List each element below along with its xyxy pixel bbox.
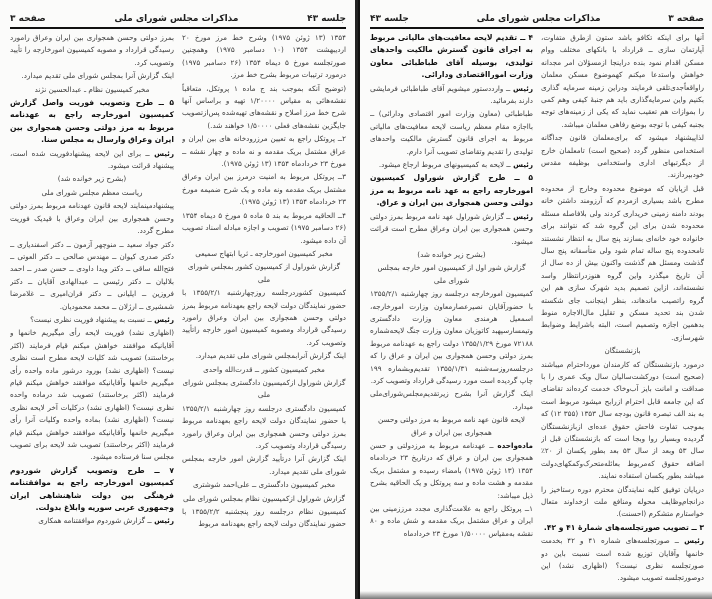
speaker-name: رئیس (151, 314, 174, 324)
centered-line: مخبر کمیسیون امورخارجه ـ ثریا ابتهاج سمیعی (195, 248, 333, 258)
paragraph: قبل ازپایان که موضوع محدوده وخارج از محدوده مطرح باشد بسیاری ازمردم که آرزومند داشتن خانه بودند دامنه زمینی خریداری کردند ولی بلافاصله مسئله محدوده شدن برای این گروه شد که نتوانند برای خانواده خود خانه‌ای بسازند پنج سال به انتظار نشستند تامحدوده پنج ساله تمام شود ولی متأسفانه پنج سال گذشت ومسئل هم گذشت واکنون بیش از ده سال از آن تاریخ میگذرد واین گروه هنوزدرانتظار واسد نشسته‌اند، ازاین تصمیم بدید شهرک سازی هم این گروه راتصیب ماندهاند، بنظر اینجانب جای شکسته شدن بند تحدید مسکن و تقلیل مال‌الاجاره منوط بدهمین اجازه وتصمیم است، البته باشرایط وضوابط شهرسازی. (541, 183, 704, 342)
right-page-header (370, 8, 704, 24)
centered-line: (بشرح زیر خوانده شد) (417, 249, 486, 259)
speaker-name: رئیس (149, 148, 174, 158)
header-rule (370, 27, 704, 29)
page-label: صفحه ۳ (668, 14, 704, 24)
speaker-name: ماده‌واحده (493, 441, 533, 450)
section-heading: ۵ ــ طرح گزارش شوراول کمیسیون امورخارجه راجع به عهد نامه مربوط به مرز دولتی وحسن همجواری بین ایران و عراق. (370, 173, 533, 208)
centered-line: ریاست معظم مجلس شورای ملی (41, 187, 143, 197)
section-heading: ۳ ــ تصویب صورتجلسه‌های شمارهٔ ۴۱ و ۴۲. (543, 522, 704, 532)
paragraph (10, 314, 174, 326)
section-heading: ۷ ــ طرح وتصویب گزارش شوردوم کمیسیون امورخارجه راجع به موافقتنامه فرهنگی بین دولت شاهنشاهی ایران وجمهوری عربی سوریه وابلاغ بدولت. (10, 465, 174, 513)
speech-text: ــ عهدنامه مربوط به مرزدولتی و حسن همجواری بین ایران و عراق که درتاریخ ۲۳ خردادماه ۱۳۵۴ (۱۳ ژوئن ۱۹۷۵) بامضاء رسیده و مشتمل بریک مقدمه و هشت ماده و سه پروتکل و یک الحاقیه بشرح ذیل میباشد: (370, 441, 533, 500)
centered-line: گزارش شوراول ازکمیسیون دادگستری بمجلس شورای ملی (182, 377, 346, 400)
centered-line: مخبر کمیسیون دادگستری ــ علی‌احمد شوشتری (192, 480, 336, 490)
paragraph: اینک گزارش آنرا درتأیید گزارش امور خارجه بمجلس شورای ملی تقدیم میدارد. (182, 454, 346, 476)
speaker-name: رئیس (510, 160, 533, 170)
paragraph (10, 515, 174, 527)
speech-text: ــ گزارش شوراول عهد نامه مربوط بمرز دولتی وحسن همجواری بین ایران وعراق مطرح است قرائت میشود. (370, 211, 533, 246)
paragraph: طباطبائی (معاون وزارت امور اقتصادی ودارائی) ــ بااجازه مقام معظم ریاست لایحه معافیت‌های مالیاتی مربوط به اجرای قانون گسترش مالکیت واحدهای تولیدی را تقدیم وتقاضای تصویب آنرا دارم. (370, 109, 533, 156)
centered-line: مخبر کمیسیون نظام ـ عبدالحسین نژند (34, 84, 150, 94)
speech-text: ــ نسبت به پیشنهاد فوریت نظری نیست؟ (30, 314, 152, 324)
paragraph: کمیسیون امورخارجه درجلسه روز چهارشنبه ۱۳۵۵/۲/۱ با حضورآقایان نصیرعصارمعاون وزارت امورخارجه، اسمعیل هرمندی معاون وزارت دادگستری وتیمسارسپهبد کاتوزیان معاون وزارت جنگ لایحه‌شماره ۷۲۱۸۸ مورخ ۱۳۵۵/۱/۲۹ دولت راجع به عهدنامه مربوط بمرز دولتی وحسن همجواری بین ایران و عراق را که درجلسه‌روزسه‌شنبه ۱۳۵۵/۱/۳۱ تقدیم‌وبشماره ۱۹۹ چاپ گردیده است مورد رسیدگی قرارداد وتصویب کرد. (370, 289, 533, 385)
paragraph: اینک گزارش آنرابمجلس شورای ملی تقدیم میدارد. (195, 351, 346, 361)
speech-text: ــ وارددستور میشویم آقای طباطبائی فرمایشی دارند بفرمائید. (370, 83, 533, 106)
centered-line: (بشرح زیر خوانده شد) (57, 174, 127, 184)
centered-line: گزارش شور اول از کمیسیون امور خارجه بمجلس شورای ملی (377, 263, 526, 285)
paragraph: پیشنهادمینمایند لایحه قانون عهدنامه مربوط بمرز دولتی وحسن همجواری بین ایران وعراق با قیدیک فوریت مطرح گردد. (10, 201, 174, 236)
paragraph: اینک گزارش آنرا بشرح زیرتقدیم‌مجلس‌شورای‌ملی میدارد. (370, 389, 533, 411)
speech-text: ــ لایحه به کمیسیونهای مربوط ارجاع میشود. (378, 160, 511, 170)
speech-text: ــ صورتجلسه‌های شماره ۴۱ و ۴۲ بخدمت خانمها وآقایان توزیع شده است نسبت باین دو صورتجلسه نظری نیست؟ (اظهاری نشد) این دوصورتجلسه تصویب میشود. (541, 536, 704, 583)
speaker-name: رئیس (510, 83, 533, 93)
section-heading: ۴ ــ تقدیم لایحه معافیت‌های مالیاتی مربوط به اجرای قانون گسترش مالکیت واحدهای تولیدی، بوسیله آقای طباطبائی معاون وزارت امورااقتصادی ودارائی. (370, 33, 533, 80)
paragraph: (اظهاری نشد) فوریت لایحه رأی میگیریم خانمها و آقایانیکه موافقند خواهش میکنم قیام فرمایند (اکثر برخاستند) تصویب شد کلیات لایحه مطرح است نظری نیست؟ (اظهاری نشد) بورود درشور ماده واحده رأی میگیریم خانمها وآقایانیکه موافقند خواهش میکنم قیام فرمایند (اکثر برخاستند) تصویب شد درماده واحده نظری نیست؟ (اظهاری نشد) درکلیات آخر لایحه نظری نیست؟ (اظهاری نشد) بماده واحده وکلیات آنرا رأی میگیریم خانمها وآقایانیکه موافقند خواهش میکنم قیام فرمایند (اکثر برخاستند) تصویب شد لایحه برای تصویب مجلس سنا فرستاده میشود. (10, 328, 174, 462)
paragraph: ۱۳۵۴ (۱۳ ژوئن ۱۹۷۵) وشرح خط مرز مورخ ۲۰ اردیبهشت ۱۳۵۴ (۱۰ دسامبر ۱۹۷۵) وهمچنین صورتجلسه مورخ ۵ دیماه ۱۳۵۴ (۲۶ دسامبر ۱۹۷۵) درمورد ترتیبات مربوط بشرح خط مرز. (182, 33, 346, 80)
paragraph (370, 211, 533, 248)
paragraph: ۴ــ الحاقیه مربوط به بند ۵ ماده ۵ مورخ ۵ دیماه ۱۳۵۴ (۲۶ دسامبر ۱۹۷۵) تصویب و اجازه مبادله اسناد تصویب آن داده میشود. (182, 210, 346, 245)
page-label: صفحه ۳ (10, 14, 46, 24)
paragraph: ۱ــ پروتکل راجع به علامت‌گذاری مجدد مرززمینی بین ایران و عراق مشتمل بریک مقدمه و شش ماده و ۸۰ نقشه به‌مقیاس ۱/۵۰۰۰۰ مورخ ۲۳ خردادماه (370, 504, 533, 538)
scan-shadow (360, 591, 712, 599)
speech-text: ــ گزارش شوردوم موافقتنامه همکاری (38, 516, 152, 526)
right-page-left-column (370, 32, 533, 595)
paragraph: درمورد بازنشستگان که کارمندان موردا‌حترام میباشند (صحیح است) دورکشت‌سالیان سال ویک عمری را با صداقت و امانت بایز آب‌وخاک خدمت کرده‌اند تقاضای که این جامعه قابل احترام ازرابح میشود مربوط است به بند الف تبصره قانون بودجه سال ۱۳۵۳ (۳۵۵ ۱۲) که بموجب تفاوت فاحش حقوق عده‌ای ازبازنشستگان گردیده وبسیار روا وبجا است که بازنشستگان قبل از سال ۵۳ وبعد از سال ۵۳ بعد بطور یکسان از ۲۰٪ اضافه حقوق که‌مربوط بعائله‌متحرک‌وکمکهای‌دولت میباشد بطور یکسان استفاده نمایند. (541, 359, 704, 481)
paragraph: ۳ــ پروتکل مربوط به امنیت درمرز بین ایران وعراق مشتمل بریک مقدمه ونه ماده و یک شرح ضمیمه مورخ ۲۳ خردادماه ۱۳۵۴ (۱۳ ژوئن ۱۹۷۵). (182, 172, 346, 207)
paragraph: آنها برای اینکه تکافو باشد ستون ازطرق متفاوت، آپارتمان سازی ــ قرارداد با بانکهای مختلف ووام مسکن اقدام نمود بنده دراینجا ازمسؤلان امر مجدانه خواهش واستدعا میکنم کهموضوع مسکن معلمان راواقعاًجدی‌تلقی فرمایند ودراین زمینه سرمایه گذاری بکنیم واین سرمایه‌گذاری باید هم جنبهٔ کیفی وهم کمی را بموازات هم تعقیب نماید که یکی از زمینه‌های توجه بجنبه کیفی با توجه بوضع رفاهی معلمان میباشد. (541, 33, 704, 129)
paragraph: ۲ــ پروتکل راجع به تعیین مرزرودخانه های بین ایران و عراق مشتمل بریک مقدمه و نه ماده و چهار نقشه ــ مورخ ۲۳ خردادماه ۱۳۵۴ (۱۳ ژوئن ۱۹۷۵). (182, 134, 346, 169)
right-page (358, 0, 712, 599)
centered-line: گزارش شوراول ازکمیسیون نظام بمجلس شورای ملی (183, 493, 345, 503)
paragraph (10, 148, 174, 173)
paragraph: (توضیح آنکه بموجب بند ج ماده ۱ پروتکل، متعاقباً نقشه‌هائی به مقیاس ۱/۲۰۰۰۰ تهیه و براساس آنها شرح خط مرز اصلاح و نقشه‌های تهیه‌شده پس‌ازتصویب جایگزین نقشه‌های فعلی ۱/۵۰۰۰۰ خواهند شد.) (182, 83, 346, 130)
header-rule (10, 27, 346, 29)
section-heading: ۵ ــ طرح وتصویب فوریت واصل گزارش کمیسیون امورخارجه راجع به عهدنامه مربوط به مرز دولتی وحسن همجواری بین ایران وعراق وارسال به مجلس سنا. (10, 98, 174, 145)
centered-line: گزارش شوراول از کمیسیون کشور بمجلس شورای ملی (187, 262, 341, 284)
header-title: مذاکرات مجلس شورای ملی (476, 14, 601, 24)
right-page-right-column (541, 32, 704, 595)
centered-line: بازنشستگان (604, 346, 641, 356)
centered-line: مخبر کمیسیون کشور ــ قدرت‌الله واحدی (203, 364, 325, 374)
paragraph: کمیسیون کشوردرجلسه روزچهارشنبه ۱۳۵۵/۲/۱ با حضور نمایندگان دولت لایحه راجع بعهدنامه مربوط بمرز دولتی وحسن همجواری بین ایران وعراق رامورد رسیدگی قرارداد ومصوبه کمیسیون امور خارجه راتأیید وتصویب کرد. (182, 288, 346, 347)
paragraph (370, 159, 533, 171)
centered-line: لایحه قانون عهد نامه مربوط به مرز دولتی وحسن همجواری بین ایران و عراق (378, 415, 525, 437)
paragraph (541, 535, 704, 585)
paragraph: کمیسیون دادگستری درجلسه روز چهارشنبه ۱۳۵۵/۲/۱ با حضور نمایندگان دولت لایحه راجع بعهدنامه مربوط بمرز دولتی وحسن همجواری بین ایران وعراق رامورد رسیدگی قرارداد وتصویب کرد. (182, 403, 346, 450)
header-title: مذاکرات مجلس شورای ملی (114, 14, 239, 24)
speech-text: ــ برای این لایحه پیشنهادفوریت شده است، پیشنهاد قرائت میشود. (10, 148, 174, 171)
paragraph: اینک گزارش آنرا بمجلس شورای ملی تقدیم میدارد. (21, 71, 174, 81)
session-label: جلسه ۴۳ (307, 14, 346, 24)
speaker-name: رئیس (510, 211, 533, 221)
paragraph: بمرز دولتی وحسن همجواری بین ایران وعراق رامورد رسیدگی قرارداد و مصوبه کمیسیون امورخارجه را تأیید وتصویب کرد. (10, 33, 174, 67)
left-page-header (10, 8, 346, 24)
paragraph: لذاپیشنهاد میشود که برای‌معلمان قانون جداگانه استخدامی منظور گردد (صحیح است) تامعلمان خارج از دیگرتبهای اداری واستخدامی بوظیفه مقدس خودبپردازند. (541, 133, 704, 180)
left-page-left-column (10, 32, 174, 595)
left-page-right-column (182, 32, 346, 595)
speaker-name: رئیس (151, 516, 174, 526)
session-label: جلسه ۴۳ (370, 14, 409, 24)
paragraph: درپایان توفیق کلیه نمایندگان محترم دوره رستاخیز را درانجام‌وظایف محوله ومنافع ملت ازخداوند متعال خواستارم متشکرم (احسنت). (541, 484, 704, 519)
paragraph (370, 440, 533, 502)
paragraph (370, 83, 533, 108)
paragraph: دکتر جواد سعید ــ منوچهر آزمون ــ دکتر اسفندیاری ــ دکتر صدری کیوان ــ مهندس صالحی ــ دکتر العوتی ــ فتح‌الله ساقی ــ دکتر ویدا داودی ــ حسن صدر ــ احمد بلالیان ــ دکتر رئیسی ــ عبدالهادی آقایان ــ دکتر فروزین ــ ایلیانی ــ دکتر قران‌امیری ــ غلامرضا شمشیری ــ ارژلان ــ محمد محمودیان. (10, 239, 174, 311)
paragraph: کمیسیون نظام درجلسه روز پنجشنبه ۱۳۵۵/۲/۲ با حضور نمایندگان دولت لایحه راجع بعهدنامه مربوط (182, 507, 346, 529)
speaker-name: رئیس (678, 536, 704, 546)
